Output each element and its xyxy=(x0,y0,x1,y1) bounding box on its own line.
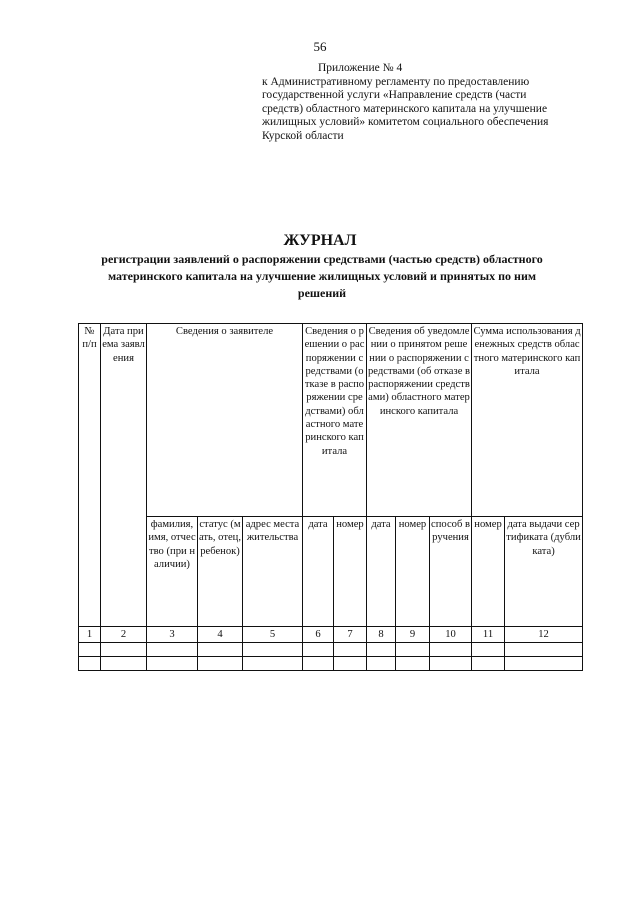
subheader-cert-number: номер xyxy=(472,517,505,627)
column-number: 3 xyxy=(147,627,198,643)
subheader-cert-date: дата выдачи сертификата (дубликата) xyxy=(505,517,583,627)
column-number: 2 xyxy=(101,627,147,643)
subtitle-line: материнского капитала на улучшение жилищных условий и принятых по ним xyxy=(107,269,537,283)
column-number: 12 xyxy=(505,627,583,643)
subheader-status: статус (мать, отец, ребенок) xyxy=(198,517,243,627)
subheader-notice-number: номер xyxy=(396,517,430,627)
table-cell xyxy=(243,643,303,657)
page-number: 56 xyxy=(313,39,327,54)
journal-table xyxy=(78,323,583,671)
subheader-row xyxy=(79,517,583,627)
appendix-line: Курской области xyxy=(262,129,344,142)
header-applicant: Сведения о заявителе xyxy=(147,324,303,517)
subheader-decision-date: дата xyxy=(303,517,334,627)
table-cell xyxy=(334,657,367,671)
table-cell xyxy=(198,643,243,657)
journal-subtitle xyxy=(82,251,562,302)
column-number: 7 xyxy=(334,627,367,643)
column-number: 9 xyxy=(396,627,430,643)
table-cell xyxy=(367,643,396,657)
header-notice: Сведения об уведомлении о принятом решении о распоряжении средствами (об отказе в распоряжении средствами) областного материнского капитала xyxy=(367,324,472,517)
appendix-block xyxy=(262,62,602,144)
table-cell xyxy=(396,657,430,671)
column-number: 10 xyxy=(430,627,472,643)
appendix-title: Приложение № 4 xyxy=(318,62,403,74)
subtitle-line: решений xyxy=(297,286,347,300)
appendix-line: жилищных условий» комитетом социального обеспечения xyxy=(262,116,549,129)
column-number: 8 xyxy=(367,627,396,643)
column-number: 4 xyxy=(198,627,243,643)
appendix-line: к Административному регламенту по предоставлению xyxy=(262,75,530,88)
table-cell xyxy=(367,657,396,671)
subheader-address: адрес места жительства xyxy=(243,517,303,627)
table-cell xyxy=(243,657,303,671)
appendix-line: средств) областного материнского капитала на улучшение xyxy=(262,102,548,115)
table-cell xyxy=(430,643,472,657)
table-cell xyxy=(101,643,147,657)
header-usage: Сумма использования денежных средств областного материнского капитала xyxy=(472,324,583,517)
subheader-fio: фамилия, имя, отчество (при наличии) xyxy=(147,517,198,627)
table-cell xyxy=(79,643,101,657)
header-row xyxy=(79,324,583,517)
table-cell xyxy=(303,643,334,657)
table-cell xyxy=(147,657,198,671)
subheader-delivery: способ вручения xyxy=(430,517,472,627)
header-date: Дата приема заявления xyxy=(101,324,147,627)
column-number-row xyxy=(79,627,583,643)
table-cell xyxy=(396,643,430,657)
table-cell xyxy=(430,657,472,671)
subtitle-line: регистрации заявлений о распоряжении средствами (частью средств) областного xyxy=(101,252,543,266)
subheader-notice-date: дата xyxy=(367,517,396,627)
table-cell xyxy=(472,657,505,671)
table-cell xyxy=(303,657,334,671)
table-cell xyxy=(147,643,198,657)
column-number: 1 xyxy=(79,627,101,643)
column-number: 6 xyxy=(303,627,334,643)
header-decision: Сведения о решении о распоряжении средствами (отказе в распоряжении средствами) областного материнского капитала xyxy=(303,324,367,517)
table-cell xyxy=(79,657,101,671)
table-cell xyxy=(198,657,243,671)
table-cell xyxy=(101,657,147,671)
table-row xyxy=(79,643,583,657)
column-number: 5 xyxy=(243,627,303,643)
table-cell xyxy=(505,657,583,671)
subheader-decision-number: номер xyxy=(334,517,367,627)
table-cell xyxy=(472,643,505,657)
header-number: № п/п xyxy=(79,324,101,627)
journal-title: ЖУРНАЛ xyxy=(283,232,357,249)
appendix-line: государственной услуги «Направление средств (части xyxy=(262,89,527,102)
table-cell xyxy=(334,643,367,657)
table-cell xyxy=(505,643,583,657)
column-number: 11 xyxy=(472,627,505,643)
table-row xyxy=(79,657,583,671)
